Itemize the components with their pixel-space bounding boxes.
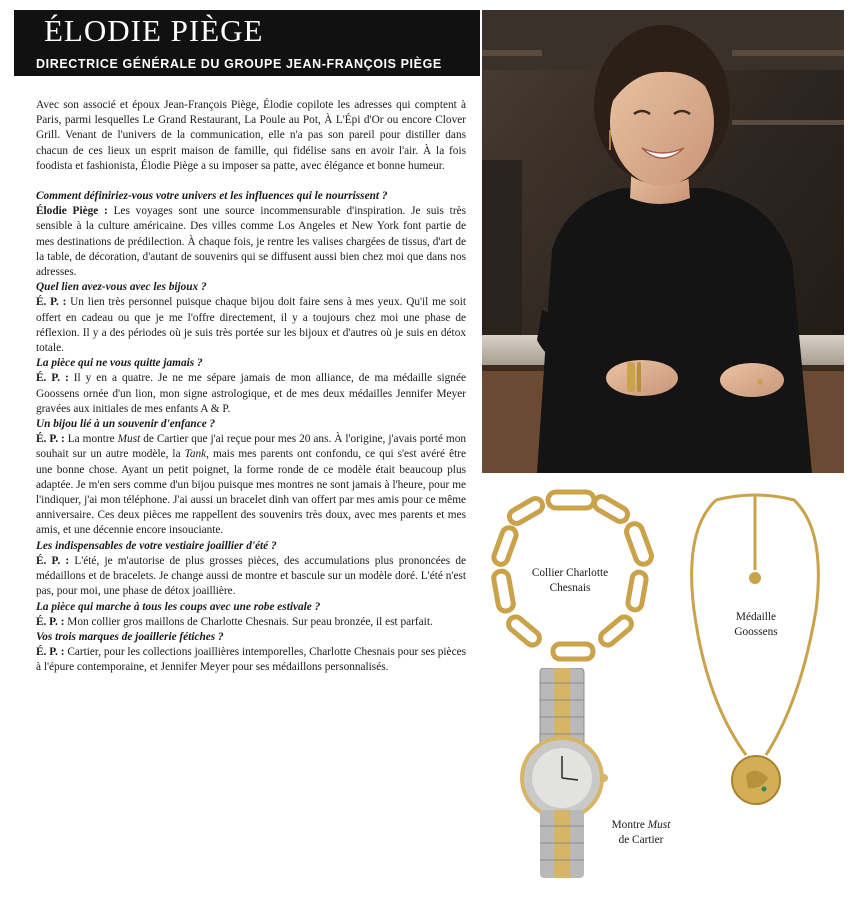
subtitle: DIRECTRICE GÉNÉRALE DU GROUPE JEAN-FRANÇOIS PIÈGE — [36, 57, 442, 71]
portrait-illustration — [482, 10, 844, 473]
answer-text: L'été, je m'autorise de plus grosses pièces, des accumulations plus prononcées de médaillons et de bracelets. Je change aussi de montre et bascule sur un modèle doré. L'été n'est pas, pour moi, une phase de détox joaillière. — [36, 554, 466, 598]
caption-montre — [598, 818, 684, 848]
answer — [36, 204, 466, 280]
speaker: É. P. : — [36, 615, 65, 628]
intro-paragraph: Avec son associé et époux Jean-François Piège, Élodie copilote les adresses qui comptent à Paris, parmi lesquelles Le Grand Restaurant, La Poule au Pot, À L'Épi d'Or ou encore Clover Grill. Venant de l'univers de la communication, elle n'a pas son pareil pour distiller dans chacun de ces lieux un esprit maison de famille, qui fidélise sans en avoir l'air. À la fois foodista et fashionista, Élodie Piège a su imposer sa patte, avec élégance et bonne humeur. — [36, 99, 466, 172]
answer-text: Mon collier gros maillons de Charlotte Chesnais. Sur peau bronzée, il est parfait. — [64, 615, 433, 628]
page-title: ÉLODIE PIÈGE — [44, 13, 264, 48]
caption-line: Médaille — [735, 611, 777, 623]
article-body — [36, 98, 466, 676]
caption-line — [598, 818, 684, 833]
caption-model: Must — [647, 819, 671, 831]
answer — [36, 295, 466, 356]
caption-line: Chesnais — [549, 582, 591, 594]
role-banner — [14, 52, 480, 76]
caption-word: Montre — [611, 819, 648, 831]
watch-model-must: Must — [117, 433, 141, 446]
answer — [36, 371, 466, 417]
answer-text: Cartier, pour les collections joaillières intemporelles, Charlotte Chesnais pour ses pièces à l'épure contemporaine, et Jennifer Meyer pour ses médaillons personnalisés. — [36, 646, 466, 674]
speaker: É. P. : — [36, 554, 70, 567]
caption-line: Goossens — [734, 626, 778, 638]
watch-model-tank: Tank — [184, 448, 207, 461]
answer-text: Il y en a quatre. Je ne me sépare jamais de mon alliance, de ma médaille signée Goossens ornée d'un lion, mon signe astrologique, et de mes deux médailles Jennifer Meyer gravées aux initiales de mes enfants A & P. — [36, 372, 466, 415]
question: La pièce qui marche à tous les coups avec une robe estivale ? — [36, 600, 321, 613]
answer — [36, 554, 466, 600]
question: Comment définiriez-vous votre univers et les influences qui le nourrissent ? — [36, 190, 388, 203]
answer-text: de Cartier que j'ai reçue pour mes 20 ans. À l'origine, j'avais porté mon souhait sur un autre modèle, la — [36, 433, 467, 461]
speaker: É. P. : — [36, 372, 69, 385]
montre-cartier-illustration — [516, 668, 608, 878]
interview — [36, 189, 466, 676]
speaker: É. P. : — [36, 296, 67, 309]
answer — [36, 432, 466, 538]
answer-text: Les voyages sont une source incommensurable d'inspiration. Je suis très sensible à la culture américaine. Des villes comme Los Angeles et New York font partie de mes destinations de prédilection. À chaque fois, je rentre les valises chargées de tissus, d'art de la table, de décoration, d'autant de souvenirs qui se diffusent aussi bien chez moi que dans nos adresses. — [36, 205, 466, 279]
answer-text: , mais mes parents ont confondu, ce qui s'est avéré être une bonne chose. Ayant un petit poignet, la forme ronde de ce modèle était beaucoup plus adaptée. Je m'en sers comme d'un bijou puisque mes montres ne sont jamais à l'heure, pour me l'indiquer, j'ai mon téléphone. J'ai aussi un bracelet dinh van offert par mes amis pour ce même anniversaire. Ces deux pièces me rappellent des souvenirs très doux, avec mes parents et mes amis, et une décennie encore insouciante. — [36, 448, 466, 537]
question: Un bijou lié à un souvenir d'enfance ? — [36, 418, 216, 431]
answer-text: La montre — [64, 433, 118, 446]
portrait-photo — [482, 10, 844, 473]
answer-text: Un lien très personnel puisque chaque bijou doit faire sens à mes yeux. Qu'il me soit offert en cadeau ou que je me l'offre directement, il y a toujours chez moi une phase de réflexion. Il y a des périodes où je suis très portée sur les bijoux et d'autres où je suis en détox totale. — [36, 296, 466, 355]
speaker: É. P. : — [36, 646, 65, 659]
speaker: É. P. : — [36, 433, 65, 446]
question: Les indispensables de votre vestiaire joaillier d'été ? — [36, 539, 277, 552]
question: Vos trois marques de joaillerie fétiches ? — [36, 630, 224, 643]
speaker: Élodie Piège : — [36, 205, 108, 218]
answer — [36, 645, 466, 675]
name-banner — [14, 10, 480, 52]
caption-collier — [512, 566, 628, 596]
medaille-goossens-illustration — [676, 490, 834, 810]
caption-line: de Cartier — [618, 834, 664, 846]
question: La pièce qui ne vous quitte jamais ? — [36, 357, 203, 370]
answer — [36, 615, 466, 630]
caption-line: Collier Charlotte — [531, 567, 609, 579]
caption-medaille — [716, 610, 796, 640]
question: Quel lien avez-vous avec les bijoux ? — [36, 281, 207, 294]
